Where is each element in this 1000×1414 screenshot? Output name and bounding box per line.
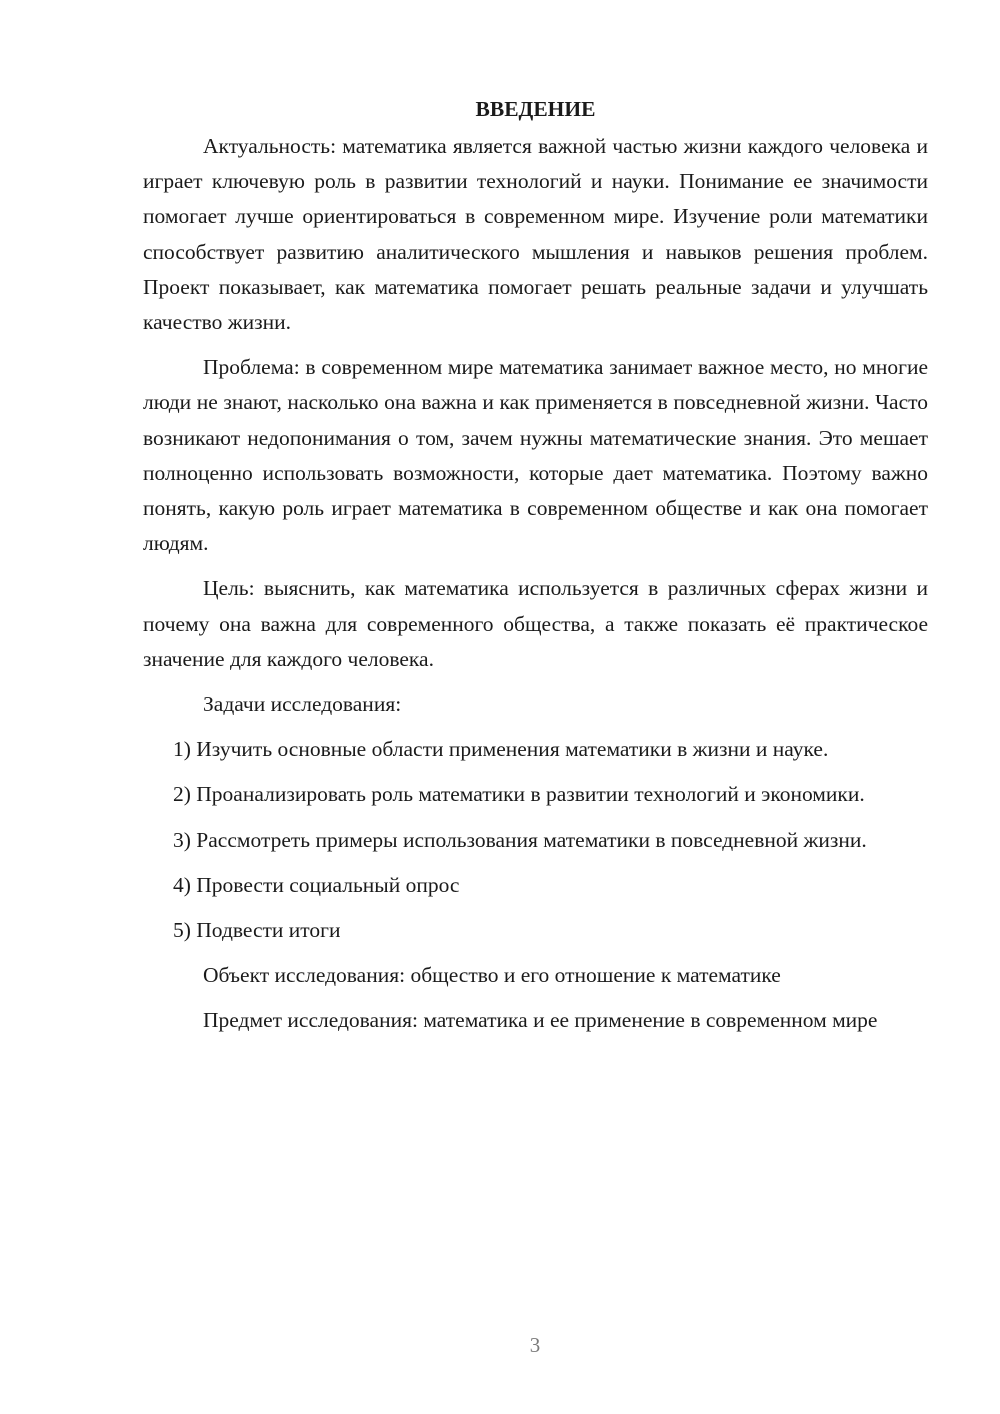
research-subject: Предмет исследования: математика и ее применение в современном мире <box>203 1008 878 1033</box>
page-content <box>143 92 928 1049</box>
task-item: 5) Подвести итоги <box>173 918 341 943</box>
tasks-heading: Задачи исследования: <box>203 692 402 717</box>
relevance-paragraph: Актуальность: математика является важной частью жизни каждого человека и играет ключевую роль в развитии технологий и науки. Понимание ее значимости помогает лучше ориентироваться в современном мире. Изучение роли математики способствует развитию аналитического мышления и навыков решения проблем. Проект показывает, как математика помогает решать реальные задачи и улучшать качество жизни. <box>143 134 928 335</box>
task-item: 4) Провести социальный опрос <box>173 872 460 897</box>
task-item: 1) Изучить основные области применения математики в жизни и науке. <box>173 737 829 762</box>
page-title: ВВЕДЕНИЕ <box>475 97 596 121</box>
page-number: 3 <box>529 1333 541 1357</box>
goal-paragraph: Цель: выяснить, как математика используется в различных сферах жизни и почему она важна для современного общества, а также показать её практическое значение для каждого человека. <box>143 576 928 671</box>
task-item: 2) Проанализировать роль математики в развитии технологий и экономики. <box>173 782 865 807</box>
research-object: Объект исследования: общество и его отношение к математике <box>203 963 781 988</box>
problem-paragraph: Проблема: в современном мире математика занимает важное место, но многие люди не знают, насколько она важна и как применяется в повседневной жизни. Часто возникают недопонимания о том, зачем нужны математические знания. Это мешает полноценно использовать возможности, которые дает математика. Поэтому важно понять, какую роль играет математика в современном обществе и как она помогает людям. <box>143 355 928 556</box>
task-item: 3) Рассмотреть примеры использования математики в повседневной жизни. <box>173 827 867 852</box>
